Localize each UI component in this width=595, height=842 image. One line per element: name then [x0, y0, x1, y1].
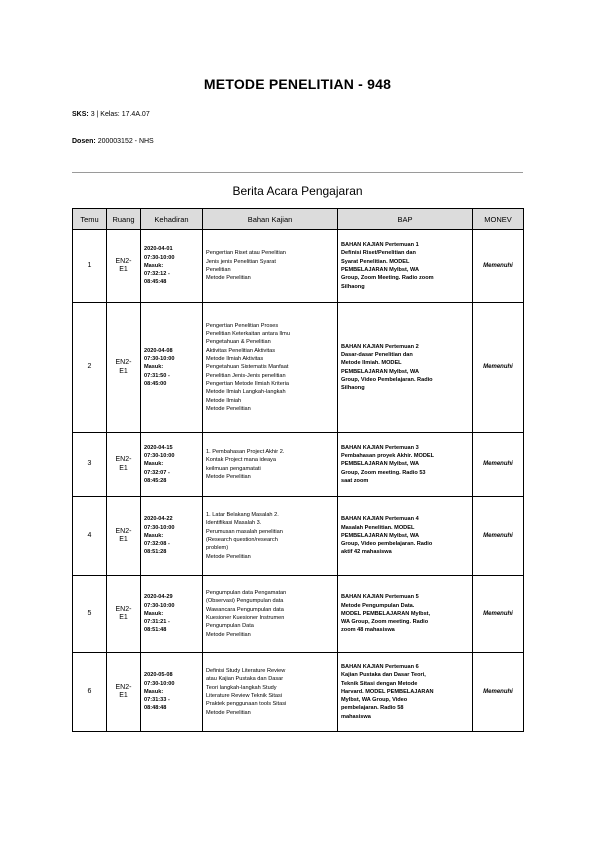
kehadiran-line: 08:45:28: [144, 477, 167, 484]
bap-line: Mylbst, WA Group, Video: [341, 697, 408, 704]
ruang-cell: [107, 433, 141, 497]
header-monev: MONEV: [473, 209, 524, 230]
ruang-line: E1: [119, 464, 128, 472]
ruang-line: E1: [119, 367, 128, 375]
bahan-kajian-line: Metode Ilmiah Langkah-langkah: [206, 389, 286, 396]
bahan-kajian-line: Pengumpulan data Pengamatan: [206, 590, 287, 597]
bahan-kajian-line: Metode Ilmiah: [206, 397, 242, 404]
bap-line: Masalah Penelitian. MODEL: [341, 524, 415, 531]
kehadiran-cell: [141, 303, 203, 433]
bahan-kajian-line: (Research question/research: [206, 537, 278, 543]
temu-cell: 4: [73, 497, 107, 576]
bahan-kajian-line: Metode Penelitian: [206, 275, 251, 282]
ruang-cell: [107, 303, 141, 433]
dosen-label: Dosen:: [72, 138, 96, 145]
bahan-kajian-line: Pengumpulan Data: [206, 623, 254, 630]
temu-cell: 1: [73, 230, 107, 303]
bahan-kajian-line: Praktek penggunaan tools Sitasi: [206, 701, 287, 708]
bap-line: aktif 42 mahasiswa: [341, 549, 392, 556]
bap-line: Definisi Riset/Penelitian dan: [341, 250, 416, 257]
bap-line: BAHAN KAJIAN Pertemuan 3: [341, 444, 419, 451]
bahan-kajian-line: (Observasi) Pengumpulan data: [206, 598, 284, 605]
kehadiran-line: Masuk:: [144, 688, 164, 695]
ruang-line: EN2-: [115, 456, 132, 464]
bap-line: BAHAN KAJIAN Pertemuan 5: [341, 594, 419, 601]
bahan-kajian-cell: [203, 230, 338, 303]
bahan-kajian-cell: [203, 653, 338, 732]
ruang-line: EN2-: [115, 257, 132, 265]
table-header-row: [73, 209, 524, 230]
table-row: [73, 497, 524, 576]
bap-line: saat zoom: [341, 477, 369, 484]
bap-line: Silhaong: [341, 385, 365, 392]
divider-line: [72, 172, 523, 173]
kehadiran-line: 08:51:48: [144, 627, 167, 634]
dosen-value: 200003152 - NHS: [97, 138, 154, 145]
temu-cell: 5: [73, 576, 107, 653]
kehadiran-cell: [141, 653, 203, 732]
kehadiran-line: Masuk:: [144, 364, 164, 371]
bap-line: BAHAN KAJIAN Pertemuan 6: [341, 663, 419, 670]
kehadiran-line: Masuk:: [144, 461, 164, 468]
kehadiran-cell: [141, 576, 203, 653]
table-row: [73, 653, 524, 732]
bahan-kajian-line: Aktivitas Penelitian Aktivitas: [206, 347, 276, 354]
bap-line: MODEL PEMBELAJARAN Mylbst,: [341, 610, 431, 617]
bahan-kajian-line: Pengertian Penelitian Proses: [206, 322, 279, 329]
bap-line: Group, Video Pembelajaran. Radio: [341, 376, 433, 383]
bap-line: Metode Ilmiah. MODEL: [341, 360, 402, 367]
bap-line: pembelajaran. Radio 58: [341, 705, 404, 712]
bahan-kajian-line: 1. Latar Belakang Masalah 2.: [206, 512, 279, 519]
kehadiran-line: 07:30-10:00: [144, 524, 175, 531]
kehadiran-line: 2020-04-08: [144, 347, 173, 354]
bap-line: Group, Zoom Meeting. Radio zoom: [341, 275, 434, 282]
bap-line: WA Group, Zoom meeting. Radio: [341, 619, 429, 626]
ruang-line: E1: [119, 614, 128, 621]
bap-line: Teknik Sitasi dengan Metode: [341, 680, 418, 687]
ruang-line: E1: [119, 266, 128, 273]
bap-line: PEMBELAJARAN Mylbst, WA: [341, 267, 420, 273]
bahan-kajian-cell: [203, 497, 338, 576]
table-row: [73, 230, 524, 303]
bahan-kajian-line: Perumusan masalah penelitian: [206, 528, 283, 535]
bahan-kajian-line: 1. Pembahasan Project Akhir 2.: [206, 448, 285, 455]
ruang-cell: [107, 653, 141, 732]
bahan-kajian-line: Metode Penelitian: [206, 473, 251, 480]
header-bahan-kajian: Bahan Kajian: [203, 209, 338, 230]
bap-cell: [338, 303, 473, 433]
ruang-line: EN2-: [115, 359, 132, 367]
bap-line: zoom 48 mahasiswa: [341, 627, 395, 634]
bap-line: Silhaong: [341, 283, 365, 290]
bap-line: mahasiswa: [341, 713, 371, 720]
bap-line: PEMBELAJARAN Mylbst, WA: [341, 532, 420, 539]
ruang-line: E1: [119, 536, 128, 543]
bahan-kajian-line: Pengertian Riset atau Penelitian: [206, 250, 286, 257]
monev-cell: Memenuhi: [473, 433, 524, 497]
bahan-kajian-line: Kuesioner Kuesioner Instrumen: [206, 615, 285, 621]
kehadiran-line: 07:31:33 -: [144, 697, 170, 704]
monev-cell: Memenuhi: [473, 576, 524, 653]
ruang-cell: [107, 576, 141, 653]
kehadiran-line: 07:32:07 -: [144, 469, 170, 476]
kehadiran-line: 2020-05-08: [144, 672, 173, 679]
monev-cell: Memenuhi: [473, 303, 524, 433]
sks-class-info: [72, 111, 150, 118]
kehadiran-line: 08:48:48: [144, 705, 167, 712]
bap-line: PEMBELAJARAN Mylbst, WA: [341, 461, 420, 468]
ruang-line: EN2-: [115, 605, 132, 613]
page-title: METODE PENELITIAN - 948: [203, 76, 392, 92]
bap-line: Harvard. MODEL PEMBELAJARAN: [341, 688, 434, 695]
kehadiran-line: Masuk:: [144, 532, 164, 539]
kehadiran-line: 2020-04-01: [144, 246, 173, 253]
bahan-kajian-line: Pengetahuan Sistematis Manfaat: [206, 364, 289, 371]
bahan-kajian-line: keilmuan pengamatati: [206, 465, 261, 472]
bap-line: Pembahasan proyek Akhir. MODEL: [341, 453, 435, 460]
bahan-kajian-line: Wawancara Pengumpulan data: [206, 606, 284, 613]
kehadiran-line: 07:30-10:00: [144, 356, 175, 363]
ruang-line: EN2-: [115, 683, 132, 691]
kehadiran-line: Masuk:: [144, 262, 164, 269]
bahan-kajian-cell: [203, 576, 338, 653]
bahan-kajian-line: Kontak Project mana ideaya: [206, 457, 276, 464]
kehadiran-line: 07:30-10:00: [144, 453, 175, 460]
section-title: Berita Acara Pengajaran: [232, 184, 363, 198]
bahan-kajian-line: Metode Penelitian: [206, 553, 251, 560]
table-row: [73, 576, 524, 653]
bahan-kajian-line: Pengertian Metode Ilmiah Kriteria: [206, 380, 290, 387]
bap-cell: [338, 433, 473, 497]
kehadiran-line: 07:32:12 -: [144, 271, 170, 278]
bap-cell: [338, 497, 473, 576]
bahan-kajian-line: Penelitian Jenis-Jenis penelitian: [206, 372, 286, 379]
ruang-cell: [107, 497, 141, 576]
kehadiran-line: 2020-04-15: [144, 444, 173, 451]
bahan-kajian-cell: [203, 303, 338, 433]
bap-line: PEMBELAJARAN Mylbst, WA: [341, 368, 420, 375]
temu-cell: 3: [73, 433, 107, 497]
kehadiran-line: 07:30-10:00: [144, 254, 175, 261]
kehadiran-line: 07:31:50 -: [144, 372, 170, 379]
sks-value: 3 | Kelas: 17.4A.07: [90, 111, 150, 118]
bahan-kajian-line: problem): [206, 545, 229, 552]
bap-line: Metode Pengumpulan Data.: [341, 602, 415, 609]
kehadiran-line: 08:45:00: [144, 380, 167, 387]
ruang-line: E1: [119, 692, 128, 699]
temu-cell: 6: [73, 653, 107, 732]
kehadiran-line: 07:30-10:00: [144, 680, 175, 687]
bap-cell: [338, 230, 473, 303]
bahan-kajian-line: Identifikasi Masalah 3.: [206, 520, 262, 527]
header-kehadiran: Kehadiran: [141, 209, 203, 230]
bahan-kajian-line: Teori langkah-langkah Study: [206, 684, 277, 691]
table-row: [73, 433, 524, 497]
bahan-kajian-line: Pengetahuan & Penelitian: [206, 339, 271, 346]
kehadiran-line: 07:32:08 -: [144, 541, 170, 548]
monev-cell: Memenuhi: [473, 497, 524, 576]
kehadiran-line: 08:45:48: [144, 279, 167, 286]
bap-line: Syarat Penelitian. MODEL: [341, 258, 410, 265]
kehadiran-line: Masuk:: [144, 610, 164, 617]
bahan-kajian-line: Definisi Study Literature Review: [206, 668, 286, 675]
teaching-report-table: [72, 208, 524, 732]
bahan-kajian-line: Penelitian: [206, 267, 231, 273]
bahan-kajian-line: Metode Penelitian: [206, 631, 251, 638]
table-row: [73, 303, 524, 433]
header-ruang: Ruang: [107, 209, 141, 230]
kehadiran-line: 08:51:28: [144, 549, 167, 556]
bap-line: BAHAN KAJIAN Pertemuan 4: [341, 516, 419, 523]
bahan-kajian-line: Penelitian Keterkaitan antara Ilmu: [206, 331, 290, 338]
bap-cell: [338, 576, 473, 653]
header-temu: Temu: [73, 209, 107, 230]
kehadiran-line: 2020-04-29: [144, 594, 173, 601]
kehadiran-line: 07:31:21 -: [144, 619, 170, 626]
bap-line: BAHAN KAJIAN Pertemuan 2: [341, 343, 419, 350]
bahan-kajian-line: Metode Penelitian: [206, 405, 251, 412]
header-bap: BAP: [338, 209, 473, 230]
kehadiran-line: 2020-04-22: [144, 516, 173, 523]
bap-line: Dasar-dasar Penelitian dan: [341, 351, 413, 358]
monev-cell: Memenuhi: [473, 653, 524, 732]
bap-line: Kajian Pustaka dan Dasar Teori,: [341, 672, 426, 679]
kehadiran-cell: [141, 230, 203, 303]
bahan-kajian-cell: [203, 433, 338, 497]
kehadiran-line: 07:30-10:00: [144, 602, 175, 609]
kehadiran-cell: [141, 433, 203, 497]
sks-label: SKS:: [72, 111, 89, 118]
bap-line: Group, Video pembelajaran. Radio: [341, 541, 433, 548]
bahan-kajian-line: Metode Ilmiah Aktivitas: [206, 356, 264, 363]
bahan-kajian-line: atau Kajian Pustaka dan Dasar: [206, 676, 284, 683]
monev-cell: Memenuhi: [473, 230, 524, 303]
bahan-kajian-line: Jenis jenis Penelitian Syarat: [206, 258, 276, 265]
ruang-cell: [107, 230, 141, 303]
ruang-line: EN2-: [115, 527, 132, 535]
bap-cell: [338, 653, 473, 732]
kehadiran-cell: [141, 497, 203, 576]
lecturer-info: [72, 138, 154, 145]
bap-line: Group, Zoom meeting. Radio 53: [341, 469, 426, 476]
bahan-kajian-line: Metode Penelitian: [206, 709, 251, 716]
bahan-kajian-line: Literature Review Teknik Sitasi: [206, 693, 283, 699]
temu-cell: 2: [73, 303, 107, 433]
bap-line: BAHAN KAJIAN Pertemuan 1: [341, 242, 419, 249]
